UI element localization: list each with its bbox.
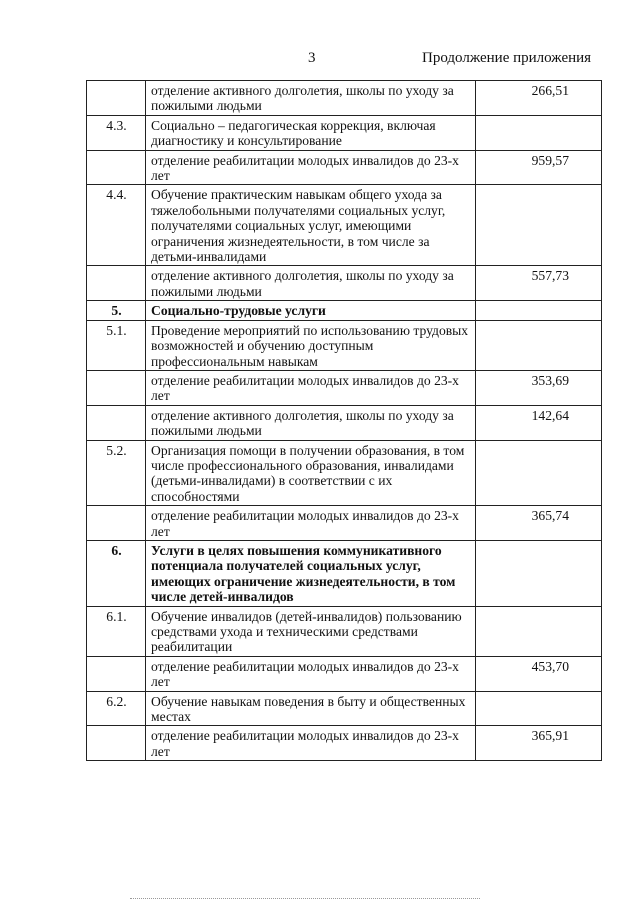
row-number-cell: 5.2. bbox=[87, 440, 146, 506]
table-row bbox=[87, 606, 602, 656]
services-price-table bbox=[86, 80, 602, 761]
service-name-cell: Организация помощи в получении образования, в том числе профессионального образования, инвалидами (детьми-инвалидами) в соответствии с их способностями bbox=[146, 440, 476, 506]
row-number-cell bbox=[87, 506, 146, 541]
price-cell: 959,57 bbox=[476, 150, 602, 185]
continuation-label: Продолжение приложения bbox=[422, 50, 592, 66]
table-row bbox=[87, 370, 602, 405]
row-number-cell: 4.3. bbox=[87, 115, 146, 150]
row-number-cell: 5.1. bbox=[87, 320, 146, 370]
table-row bbox=[87, 301, 602, 320]
price-cell bbox=[476, 115, 602, 150]
service-name-cell: отделение реабилитации молодых инвалидов до 23-х лет bbox=[146, 370, 476, 405]
table-row bbox=[87, 150, 602, 185]
price-cell: 365,91 bbox=[476, 726, 602, 761]
service-name-cell: отделение реабилитации молодых инвалидов до 23-х лет bbox=[146, 726, 476, 761]
table-row bbox=[87, 115, 602, 150]
row-number-cell: 6. bbox=[87, 540, 146, 606]
row-number-cell bbox=[87, 405, 146, 440]
scan-artifact-line bbox=[130, 898, 480, 901]
table-row bbox=[87, 691, 602, 726]
table-row bbox=[87, 266, 602, 301]
service-name-cell: Услуги в целях повышения коммуникативного потенциала получателей социальных услуг, имеющих ограничение жизнедеятельности, в том числе детей-инвалидов bbox=[146, 540, 476, 606]
services-table-container bbox=[86, 80, 602, 761]
price-cell bbox=[476, 606, 602, 656]
service-name-cell: отделение реабилитации молодых инвалидов до 23-х лет bbox=[146, 150, 476, 185]
price-cell: 142,64 bbox=[476, 405, 602, 440]
service-name-cell: отделение активного долголетия, школы по уходу за пожилыми людьми bbox=[146, 405, 476, 440]
service-name-cell: Обучение инвалидов (детей-инвалидов) пользованию средствами ухода и техническими средствами реабилитации bbox=[146, 606, 476, 656]
service-name-cell: отделение реабилитации молодых инвалидов до 23-х лет bbox=[146, 656, 476, 691]
service-name-cell: Социально – педагогическая коррекция, включая диагностику и консультирование bbox=[146, 115, 476, 150]
row-number-cell bbox=[87, 656, 146, 691]
price-cell bbox=[476, 301, 602, 320]
row-number-cell bbox=[87, 81, 146, 116]
table-row bbox=[87, 540, 602, 606]
price-cell: 453,70 bbox=[476, 656, 602, 691]
table-row bbox=[87, 405, 602, 440]
table-row bbox=[87, 656, 602, 691]
service-name-cell: отделение активного долголетия, школы по уходу за пожилыми людьми bbox=[146, 81, 476, 116]
service-name-cell: отделение активного долголетия, школы по уходу за пожилыми людьми bbox=[146, 266, 476, 301]
table-row bbox=[87, 506, 602, 541]
table-row bbox=[87, 726, 602, 761]
price-cell bbox=[476, 320, 602, 370]
table-row bbox=[87, 320, 602, 370]
price-cell: 266,51 bbox=[476, 81, 602, 116]
price-cell bbox=[476, 185, 602, 266]
price-cell: 365,74 bbox=[476, 506, 602, 541]
service-name-cell: Обучение навыкам поведения в быту и общественных местах bbox=[146, 691, 476, 726]
row-number-cell bbox=[87, 726, 146, 761]
service-name-cell: отделение реабилитации молодых инвалидов до 23-х лет bbox=[146, 506, 476, 541]
page-number: 3 bbox=[308, 50, 316, 66]
service-name-cell: Обучение практическим навыкам общего ухода за тяжелобольными получателями социальных услуг, получателями социальных услуг, имеющими ограничения жизнедеятельности, в том числе за детьми-инвалидами bbox=[146, 185, 476, 266]
price-cell: 557,73 bbox=[476, 266, 602, 301]
table-body bbox=[87, 81, 602, 761]
price-cell: 353,69 bbox=[476, 370, 602, 405]
table-row bbox=[87, 81, 602, 116]
row-number-cell: 6.1. bbox=[87, 606, 146, 656]
row-number-cell: 6.2. bbox=[87, 691, 146, 726]
row-number-cell: 5. bbox=[87, 301, 146, 320]
row-number-cell bbox=[87, 266, 146, 301]
price-cell bbox=[476, 440, 602, 506]
price-cell bbox=[476, 691, 602, 726]
row-number-cell bbox=[87, 370, 146, 405]
row-number-cell bbox=[87, 150, 146, 185]
price-cell bbox=[476, 540, 602, 606]
service-name-cell: Проведение мероприятий по использованию трудовых возможностей и обучению доступным профессиональным навыкам bbox=[146, 320, 476, 370]
row-number-cell: 4.4. bbox=[87, 185, 146, 266]
table-row bbox=[87, 440, 602, 506]
table-row bbox=[87, 185, 602, 266]
service-name-cell: Социально-трудовые услуги bbox=[146, 301, 476, 320]
